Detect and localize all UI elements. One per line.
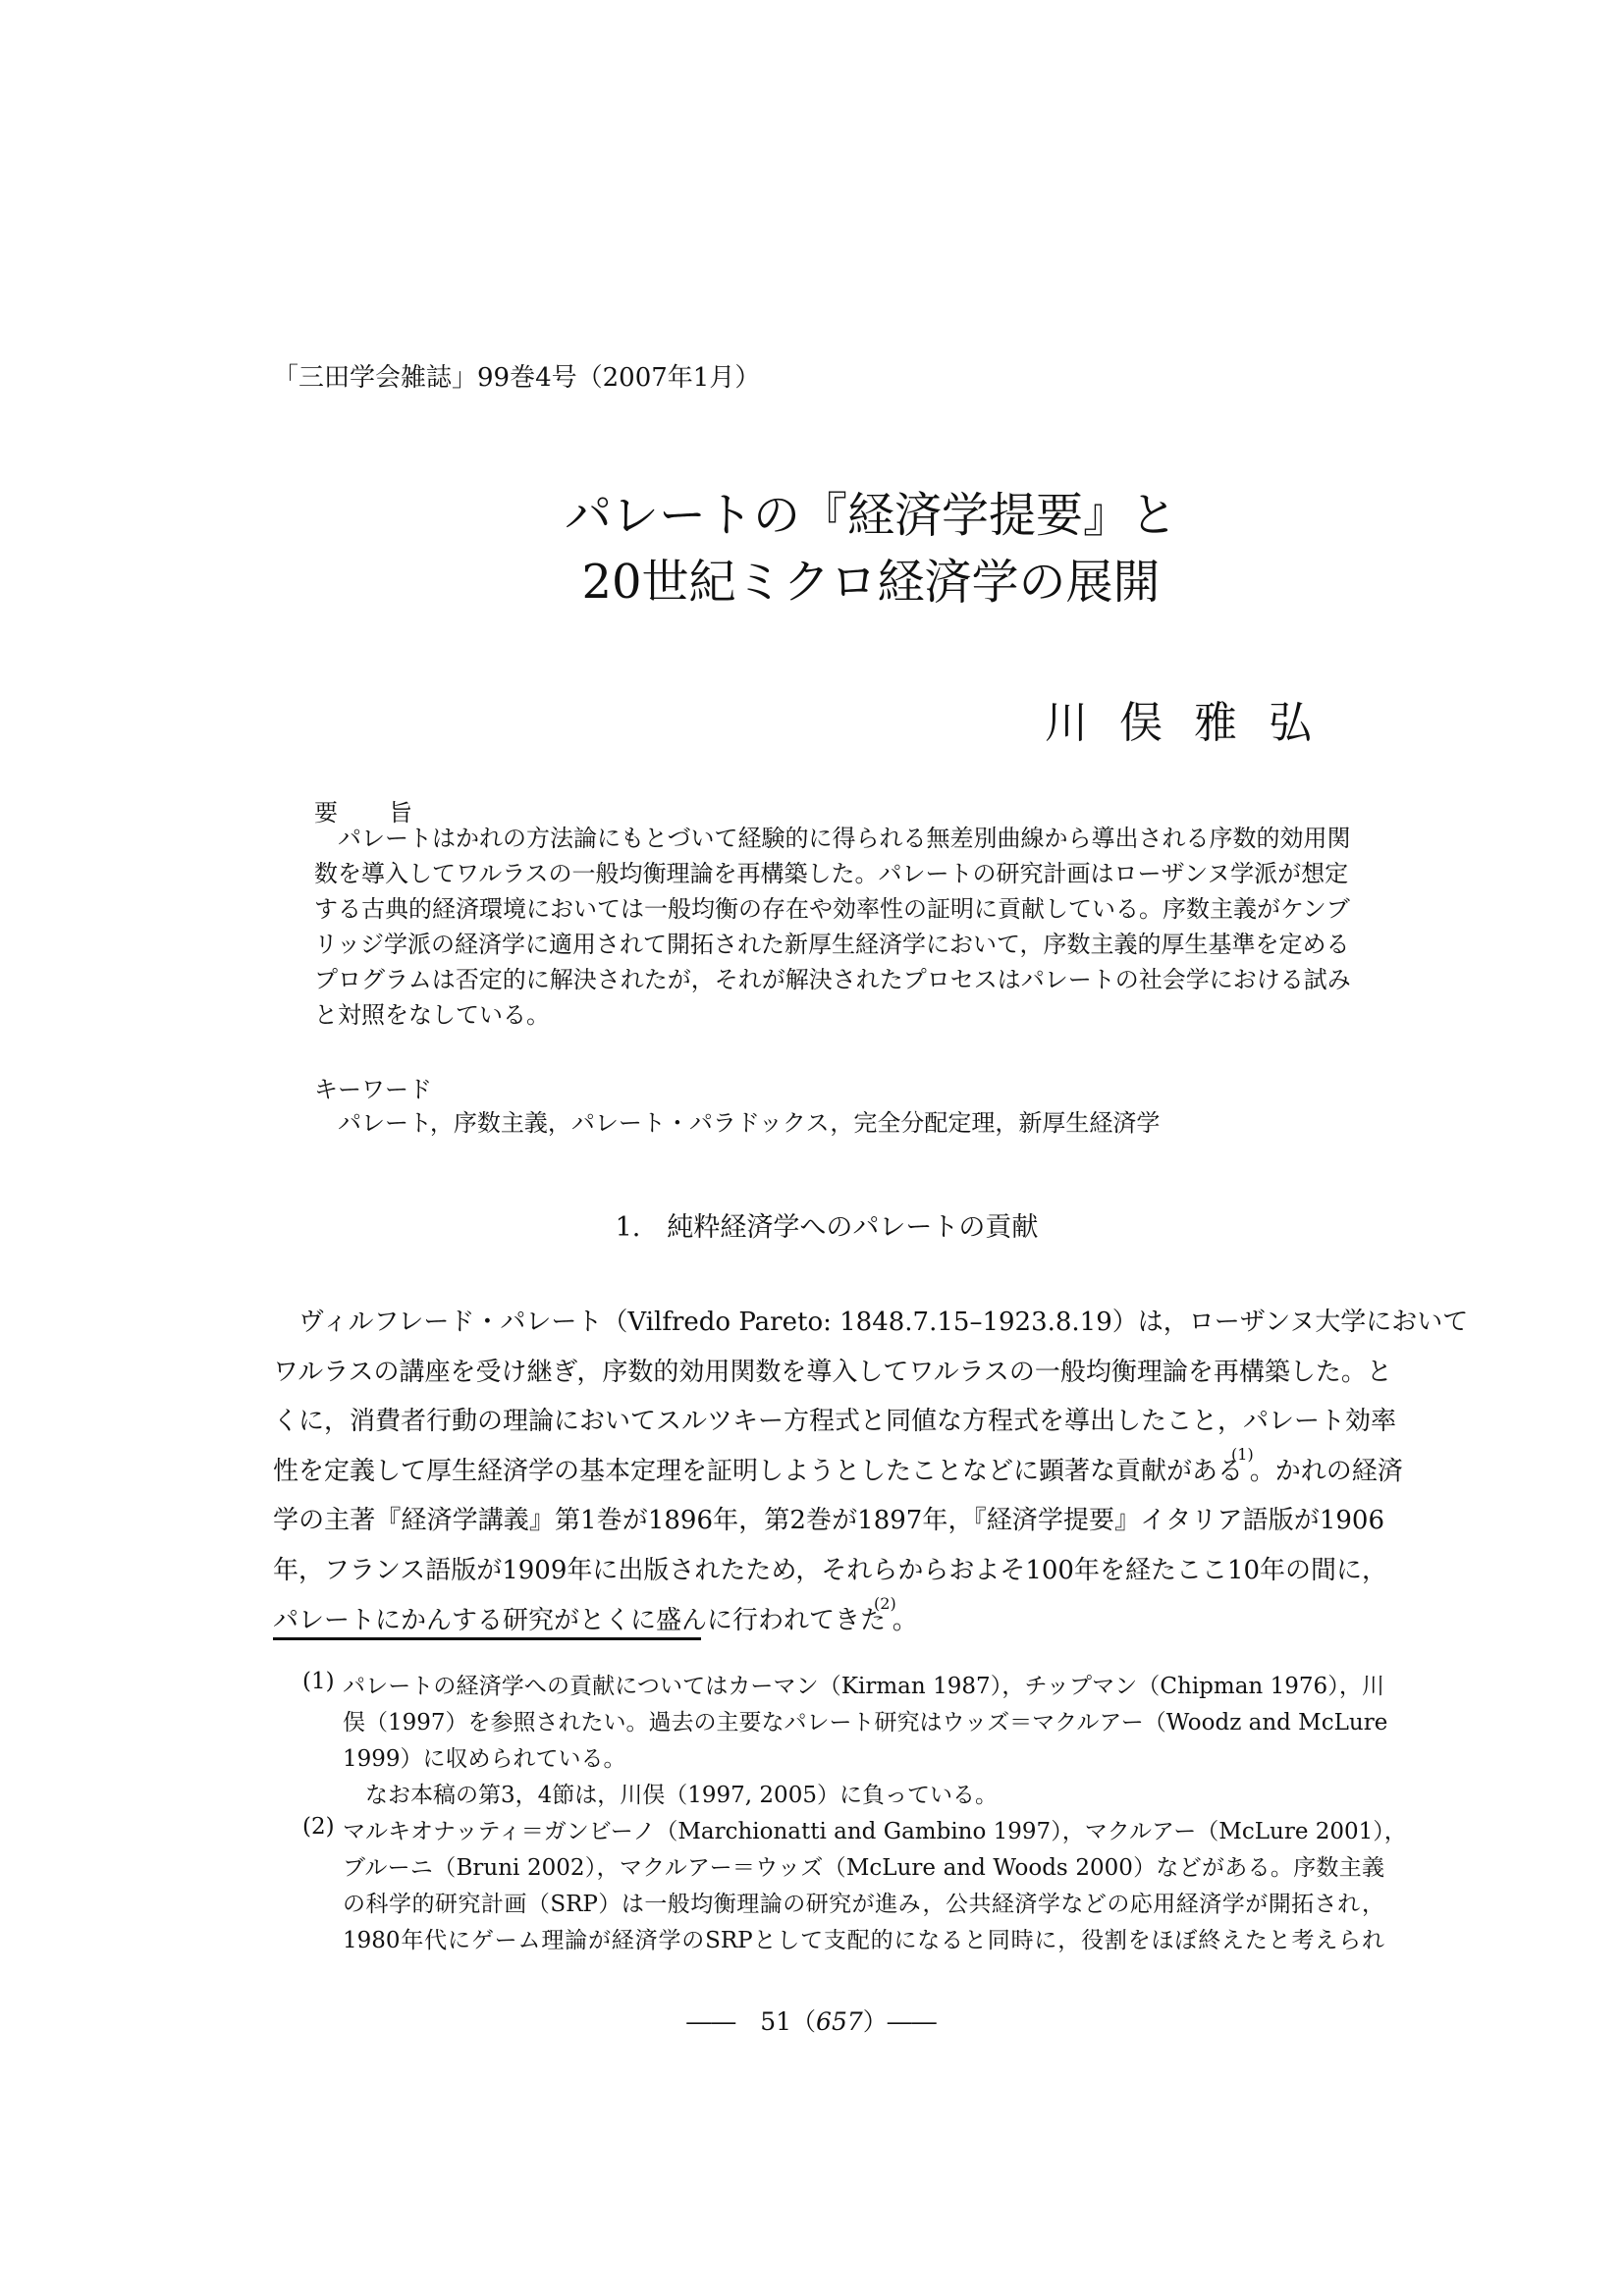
abstract-line: リッジ学派の経済学に適用されて開拓された新厚生経済学において，序数主義的厚生基準を定める xyxy=(314,931,1350,958)
footnote-line: 1980年代にゲーム理論が経済学のSRPとして支配的になると同時に，役割をほぼ終えたと考えられ xyxy=(343,1928,1384,1953)
page-number: ―― 51（657）―― xyxy=(686,2007,937,2036)
article-title-line-1: パレートの『経済学提要』と xyxy=(564,488,1177,543)
footnote-number: (2) xyxy=(302,1814,335,1840)
abstract-line: プログラムは否定的に解決されたが，それが解決されたプロセスはパレートの社会学における試み xyxy=(314,966,1351,993)
abstract-heading-char: 要 xyxy=(314,799,338,827)
footnote-2 xyxy=(302,1814,1407,1959)
footnote-line: の科学的研究計画（SRP）は一般均衡理論の研究が進み，公共経済学などの応用経済学が開拓され， xyxy=(343,1892,1384,1917)
body-line: くに，消費者行動の理論においてスルツキー方程式と同値な方程式を導出したこと，パレート効率 xyxy=(273,1407,1397,1437)
body-text-span: 性を定義して厚生経済学の基本定理を証明しようとしたことなどに顕著な貢献がある xyxy=(273,1456,1244,1486)
keywords-text: パレート，序数主義，パレート・パラドックス，完全分配定理，新厚生経済学 xyxy=(338,1109,1161,1137)
abstract-line: する古典的経済環境においては一般均衡の存在や効率性の証明に貢献している。序数主義がケンブ xyxy=(314,895,1350,923)
footnotes xyxy=(302,1669,1407,1959)
footnote-ref-2[interactable]: (2) xyxy=(874,1593,896,1613)
footnote-ref-1[interactable]: (1) xyxy=(1231,1444,1254,1464)
abstract-heading-char: 旨 xyxy=(389,799,412,827)
section-heading: 1. 純粋経済学へのパレートの貢献 xyxy=(615,1212,1039,1243)
body-line: 年，フランス語版が1909年に出版されたため，それらからおよそ100年を経たここ10年の間に， xyxy=(273,1555,1388,1585)
page-number-value: 51 xyxy=(760,2007,792,2036)
body-line: ワルラスの講座を受け継ぎ，序数的効用関数を導入してワルラスの一般均衡理論を再構築した。と xyxy=(273,1357,1392,1387)
author-name: 川俣雅弘 xyxy=(1045,698,1343,748)
body-line: 学の主著『経済学講義』第1巻が1896年，第2巻が1897年，『経済学提要』イタリア語版が1906 xyxy=(273,1506,1384,1536)
body-line: ヴィルフレード・パレート（Vilfredo Pareto: 1848.7.15–1923.8.19）は，ローザンヌ大学において xyxy=(298,1308,1469,1337)
footnote-number: (1) xyxy=(302,1669,335,1694)
abstract-line: と対照をなしている。 xyxy=(314,1001,550,1029)
abstract-line: 数を導入してワルラスの一般均衡理論を再構築した。パレートの研究計画はローザンヌ学派が想定 xyxy=(314,860,1349,887)
page-dash: ―― xyxy=(686,2007,736,2036)
footnote-line: 俣（1997）を参照されたい。過去の主要なパレート研究はウッズ＝マクルアー（Woodz and McLure xyxy=(343,1710,1388,1735)
body-text xyxy=(273,1298,1469,1645)
footnote-line: マルキオナッティ＝ガンビーノ（Marchionatti and Gambino 1997），マクルアー（McLure 2001）， xyxy=(343,1819,1407,1844)
footnote-line: なお本稿の第3，4節は，川俣（1997, 2005）に負っている。 xyxy=(365,1783,998,1808)
keywords-heading: キーワード xyxy=(314,1076,432,1103)
journal-citation: 「三田学会雑誌」99巻4号（2007年1月） xyxy=(273,363,761,393)
body-line xyxy=(273,1444,1403,1497)
article-title-line-2: 20世紀ミクロ経済学の展開 xyxy=(581,555,1161,610)
footnote-line: ブルーニ（Bruni 2002），マクルアー＝ウッズ（McLure and Woods 2000）などがある。序数主義 xyxy=(343,1855,1384,1881)
page-dash: ―― xyxy=(887,2007,937,2036)
footnote-line: 1999）に収められている。 xyxy=(343,1746,626,1772)
footnote-1 xyxy=(302,1669,1388,1814)
body-text-span: パレートにかんする研究がとくに盛んに行われてきた xyxy=(273,1605,887,1635)
abstract-text xyxy=(314,821,1351,1033)
footnote-divider xyxy=(273,1637,701,1640)
footnote-line: パレートの経済学への貢献についてはカーマン（Kirman 1987），チップマン（Chipman 1976），川 xyxy=(343,1674,1384,1699)
body-text-span: 。 xyxy=(892,1605,918,1635)
abstract-line: パレートはかれの方法論にもとづいて経験的に得られる無差別曲線から導出される序数的効用関 xyxy=(338,825,1351,852)
body-text-span: 。かれの経済 xyxy=(1249,1456,1403,1486)
original-page-number: 657 xyxy=(816,2007,863,2036)
